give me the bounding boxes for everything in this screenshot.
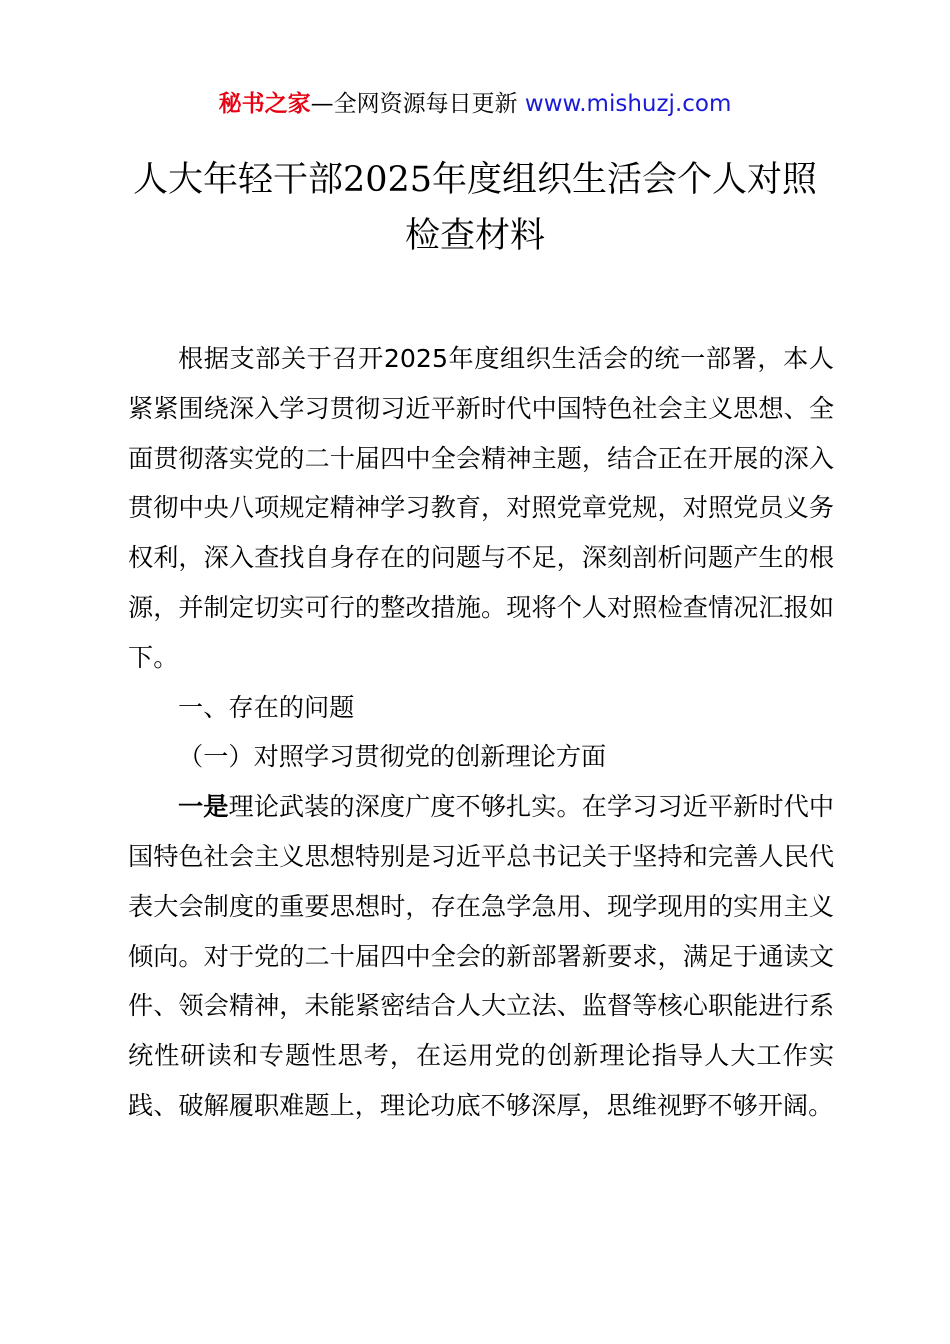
site-brand: 秘书之家 bbox=[218, 91, 311, 117]
point-lead: 一是 bbox=[178, 792, 229, 822]
section-heading: 一、存在的问题 bbox=[178, 692, 355, 722]
document-body bbox=[128, 334, 834, 1131]
intro-paragraph: 根据支部关于召开2025年度组织生活会的统一部署，本人紧紧围绕深入学习贯彻习近平新时代中国特色社会主义思想、全面贯彻落实党的二十届四中全会精神主题，结合正在开展的深入贯彻中央八项规定精神学习教育，对照党章党规，对照党员义务权利，深入查找自身存在的问题与不足，深刻剖析问题产生的根源，并制定切实可行的整改措施。现将个人对照检查情况汇报如下。 bbox=[128, 344, 834, 672]
document-title: 人大年轻干部2025年度组织生活会个人对照检查材料 bbox=[132, 160, 818, 256]
site-header bbox=[0, 86, 950, 122]
site-url-link[interactable]: www.mishuzj.com bbox=[524, 91, 732, 117]
point-text: 理论武装的深度广度不够扎实。在学习习近平新时代中国特色社会主义思想特别是习近平总书记关于坚持和完善人民代表大会制度的重要思想时，存在急学急用、现学现用的实用主义倾向。对于党的二十届四中全会的新部署新要求，满足于通读文件、领会精神，未能紧密结合人大立法、监督等核心职能进行系统性研读和专题性思考，在运用党的创新理论指导人大工作实践、破解履职难题上，理论功底不够深厚，思维视野不够开阔。 bbox=[128, 792, 835, 1120]
point-paragraph bbox=[128, 782, 834, 1131]
subsection-heading: （一）对照学习贯彻党的创新理论方面 bbox=[178, 742, 607, 772]
site-tagline: —全网资源每日更新 bbox=[310, 91, 518, 117]
